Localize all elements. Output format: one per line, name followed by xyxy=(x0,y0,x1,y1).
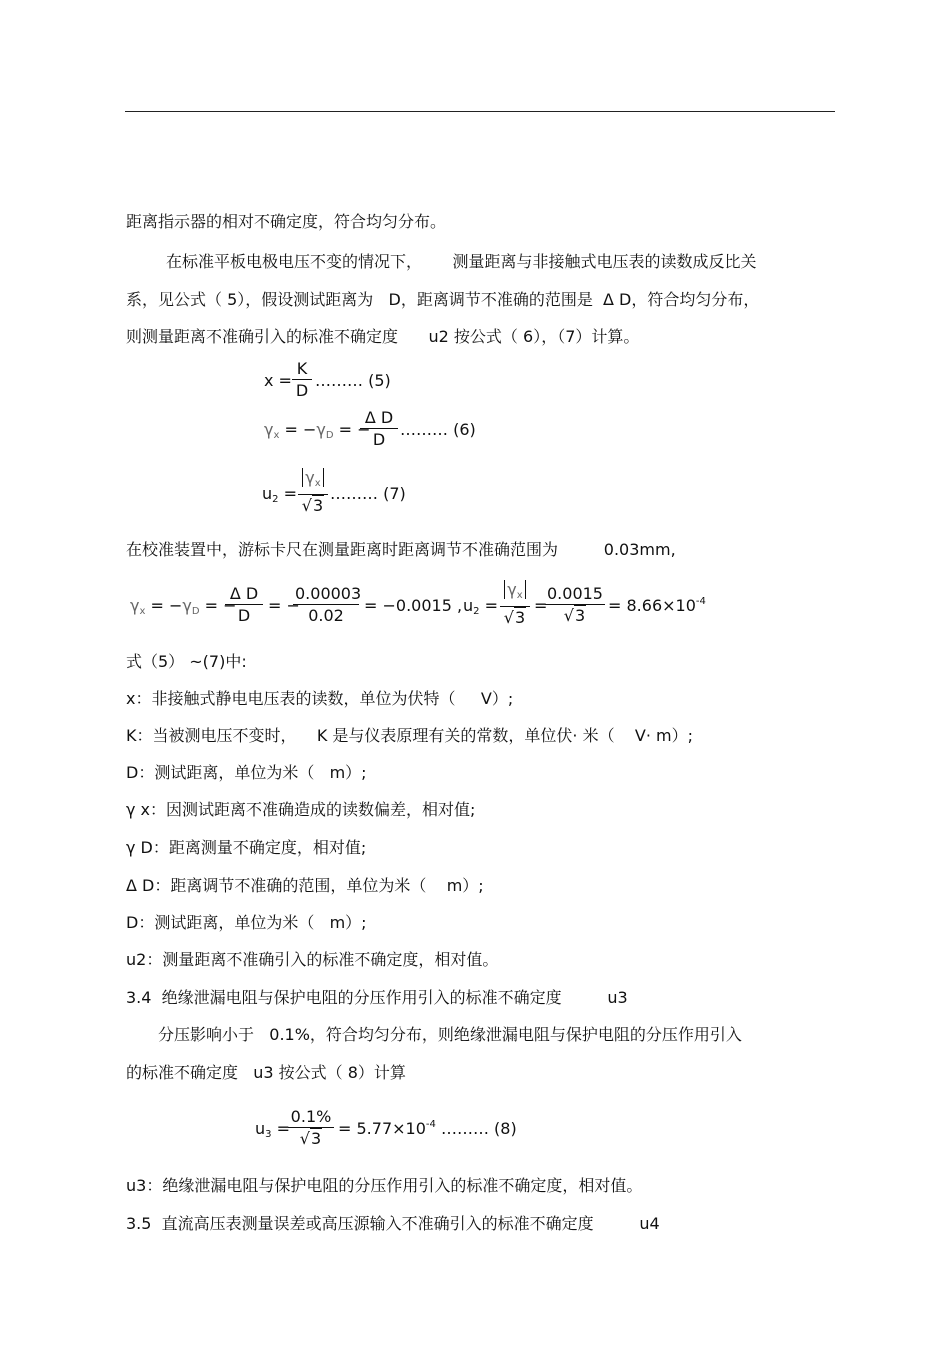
fraction xyxy=(288,1107,334,1150)
formula-lhs: x = xyxy=(264,371,292,390)
denominator: D xyxy=(372,430,386,449)
denominator xyxy=(298,495,328,517)
numerator: $\gamma_x$ xyxy=(298,468,328,494)
header-rule xyxy=(125,111,835,112)
paragraph-line: 距离指示器的相对不确定度，符合均匀分布。 xyxy=(126,212,447,231)
numerator: 0.1% xyxy=(290,1107,332,1126)
paragraph-line: 在标准平板电极电压不变的情况下， 测量距离与非接触式电压表的读数成反比关 xyxy=(166,252,757,271)
paragraph-line: 在校准装置中，游标卡尺在测量距离时距离调节不准确范围为 0.03mm, xyxy=(126,540,676,559)
fraction xyxy=(225,584,263,627)
section-heading-3-5: 3.5 直流高压表测量误差或高压源输入不准确引入的标准不确定度 u4 xyxy=(126,1214,660,1233)
formula-lhs: $u_3$ = xyxy=(255,1119,291,1140)
sqrt-icon: √3 xyxy=(301,496,324,515)
equation-tag: ……… (7) xyxy=(330,484,406,503)
numerator: Δ D xyxy=(229,584,259,603)
definition-k: K：当被测电压不变时， K 是与仪表原理有关的常数，单位伏· 米（ V· m）; xyxy=(126,726,694,745)
numerator: K xyxy=(296,359,308,378)
result: = $8.66\times 10^{-4}$ xyxy=(608,596,706,615)
definition-d: D：测试距离，单位为米（ m）; xyxy=(126,763,367,782)
paragraph-line: 的标准不确定度 u3 按公式（ 8）计算 xyxy=(126,1063,406,1082)
numerator: $\gamma_x$ xyxy=(500,580,530,606)
equation-tag: ……… (5) xyxy=(315,371,391,390)
numerator: Δ D xyxy=(364,408,394,427)
sqrt-icon: √3 xyxy=(299,1129,322,1148)
fraction xyxy=(545,584,605,627)
fraction xyxy=(292,359,312,402)
paragraph-line: 式（5） ~(7)中: xyxy=(126,652,247,671)
operator: = xyxy=(534,596,548,615)
definition-d: D：测试距离，单位为米（ m）; xyxy=(126,913,367,932)
u2-lhs: $u_2$ = xyxy=(463,596,499,617)
denominator: D xyxy=(295,381,309,400)
definition-u2: u2：测量距离不准确引入的标准不确定度，相对值。 xyxy=(126,950,499,969)
numerator: 0.0015 xyxy=(547,584,603,603)
formula-lhs: $u_2$ = xyxy=(262,484,298,505)
fraction xyxy=(298,468,328,517)
paragraph-line: 分压影响小于 0.1%，符合均匀分布，则绝缘泄漏电阻与保护电阻的分压作用引入 xyxy=(158,1025,742,1044)
sqrt-icon: √3 xyxy=(503,608,526,627)
definition-u3: u3：绝缘泄漏电阻与保护电阻的分压作用引入的标准不确定度，相对值。 xyxy=(126,1176,643,1195)
paragraph-line: 则测量距离不准确引入的标准不确定度 u2 按公式（ 6），（7）计算。 xyxy=(126,327,640,346)
denominator xyxy=(288,1128,334,1150)
paragraph-line: 系，见公式（ 5），假设测试距离为 D，距离调节不准确的范围是 Δ D，符合均匀分布， xyxy=(126,290,760,309)
definition-gamma-d: γ D：距离测量不确定度，相对值; xyxy=(126,838,367,857)
numerator: 0.00003 xyxy=(295,584,362,603)
definition-x: x：非接触式静电电压表的读数，单位为伏特（ V）; xyxy=(126,689,514,708)
denominator xyxy=(545,605,605,627)
definition-gamma-x: γ x：因测试距离不准确造成的读数偏差，相对值; xyxy=(126,800,476,819)
denominator xyxy=(500,607,530,629)
equation-tag: ……… (6) xyxy=(400,420,476,439)
calc-lhs: $\gamma_x = -\gamma_D$ = − xyxy=(130,596,237,617)
fraction xyxy=(500,580,530,629)
denominator: D xyxy=(237,606,251,625)
definition-delta-d: Δ D：距离调节不准确的范围，单位为米（ m）; xyxy=(126,876,484,895)
result: = −0.0015 , xyxy=(364,596,463,615)
section-heading-3-4: 3.4 绝缘泄漏电阻与保护电阻的分压作用引入的标准不确定度 u3 xyxy=(126,988,628,1007)
fraction xyxy=(360,408,398,451)
sqrt-icon: √3 xyxy=(563,606,586,625)
fraction xyxy=(293,584,362,627)
denominator: 0.02 xyxy=(308,606,344,625)
result: = $5.77\times 10^{-4}$ ……… (8) xyxy=(338,1119,517,1138)
formula-lhs: $\gamma_x = -\gamma_D$ = − xyxy=(264,420,371,441)
operator: = − xyxy=(268,596,300,615)
